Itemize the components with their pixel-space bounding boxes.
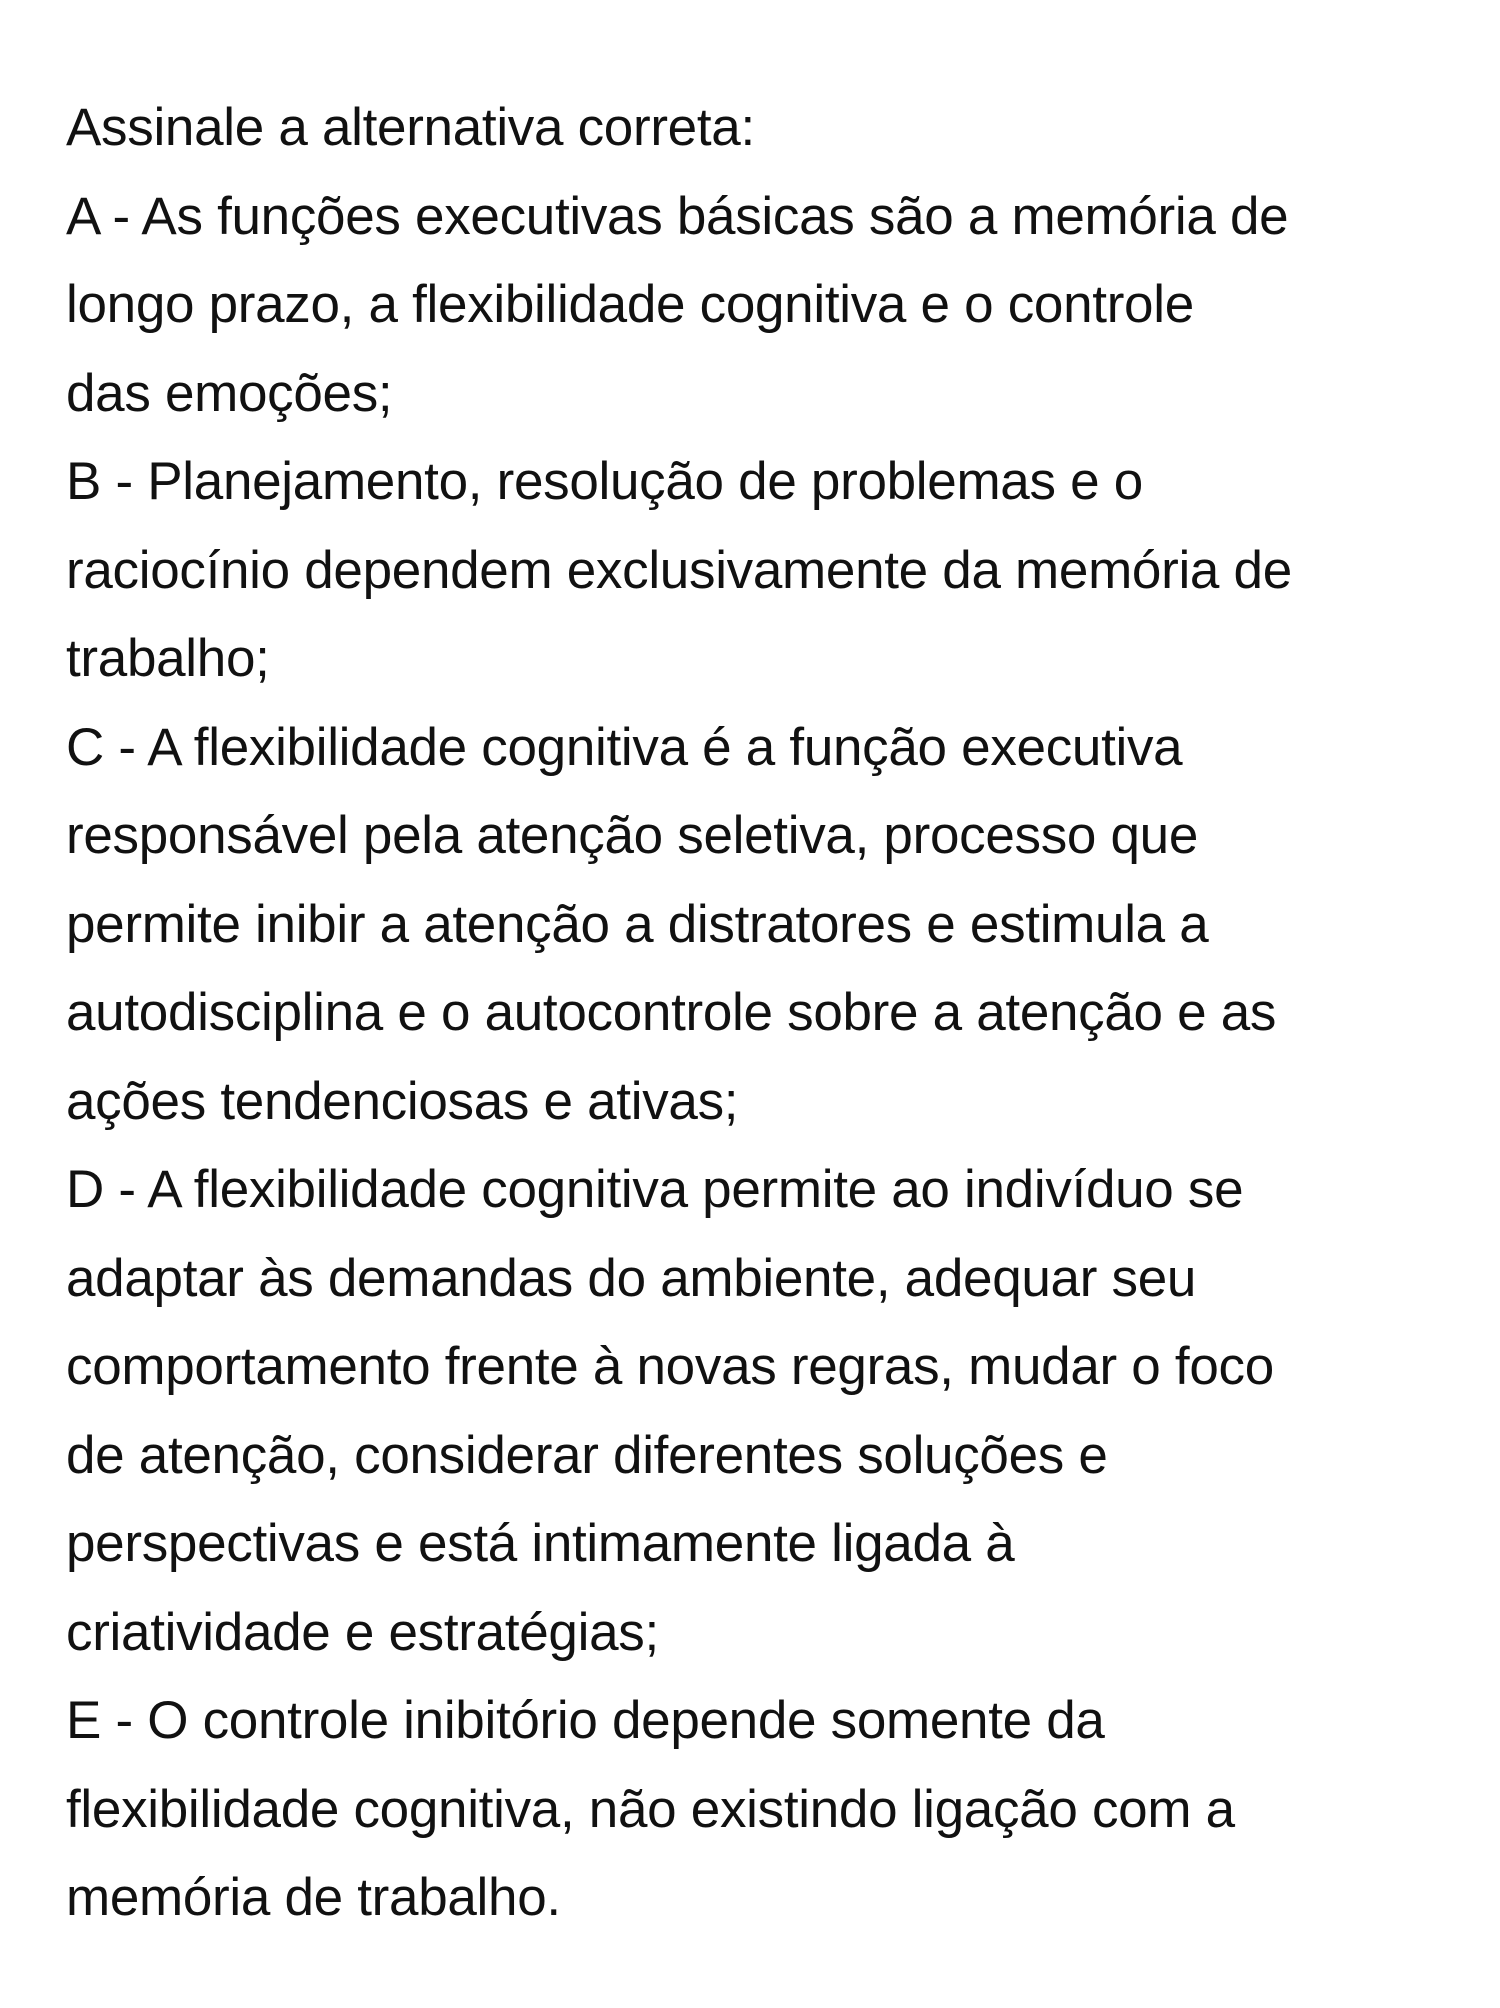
option-d: [66, 1146, 1466, 1677]
option-b-line-1: B - Planejamento, resolução de problemas e o: [66, 452, 1143, 511]
question-document: [66, 84, 1466, 1943]
option-b-line-2: raciocínio dependem exclusivamente da memória de: [66, 540, 1292, 600]
option-c-line-3: permite inibir a atenção a distratores e estimula a: [66, 894, 1209, 954]
option-e: [66, 1677, 1466, 1943]
option-a-line-2: longo prazo, a flexibilidade cognitiva e o controle: [66, 275, 1194, 334]
option-a-line-3: das emoções;: [66, 363, 393, 423]
option-d-line-6: criatividade e estratégias;: [66, 1602, 659, 1662]
option-d-line-5: perspectivas e está intimamente ligada à: [66, 1514, 1015, 1573]
option-d-line-3: comportamento frente à novas regras, mudar o foco: [66, 1337, 1274, 1396]
option-c-line-5: ações tendenciosas e ativas;: [66, 1071, 739, 1131]
option-e-line-1: E - O controle inibitório depende somente da: [66, 1691, 1105, 1750]
option-d-line-4: de atenção, considerar diferentes soluções e: [66, 1425, 1108, 1485]
option-c-line-2: responsável pela atenção seletiva, processo que: [66, 806, 1199, 865]
option-e-line-2: flexibilidade cognitiva, não existindo ligação com a: [66, 1779, 1235, 1839]
option-b-line-3: trabalho;: [66, 629, 270, 688]
option-a: [66, 173, 1466, 439]
option-c-line-1: C - A flexibilidade cognitiva é a função executiva: [66, 717, 1183, 777]
question-prompt: Assinale a alternativa correta:: [66, 98, 755, 157]
option-c-line-4: autodisciplina e o autocontrole sobre a atenção e as: [66, 983, 1277, 1042]
option-c: [66, 704, 1466, 1147]
option-e-line-3: memória de trabalho.: [66, 1868, 561, 1927]
option-d-line-2: adaptar às demandas do ambiente, adequar seu: [66, 1248, 1197, 1308]
option-d-line-1: D - A flexibilidade cognitiva permite ao indivíduo se: [66, 1160, 1244, 1219]
option-b: [66, 438, 1466, 704]
option-a-line-1: A - As funções executivas básicas são a memória de: [66, 186, 1289, 246]
